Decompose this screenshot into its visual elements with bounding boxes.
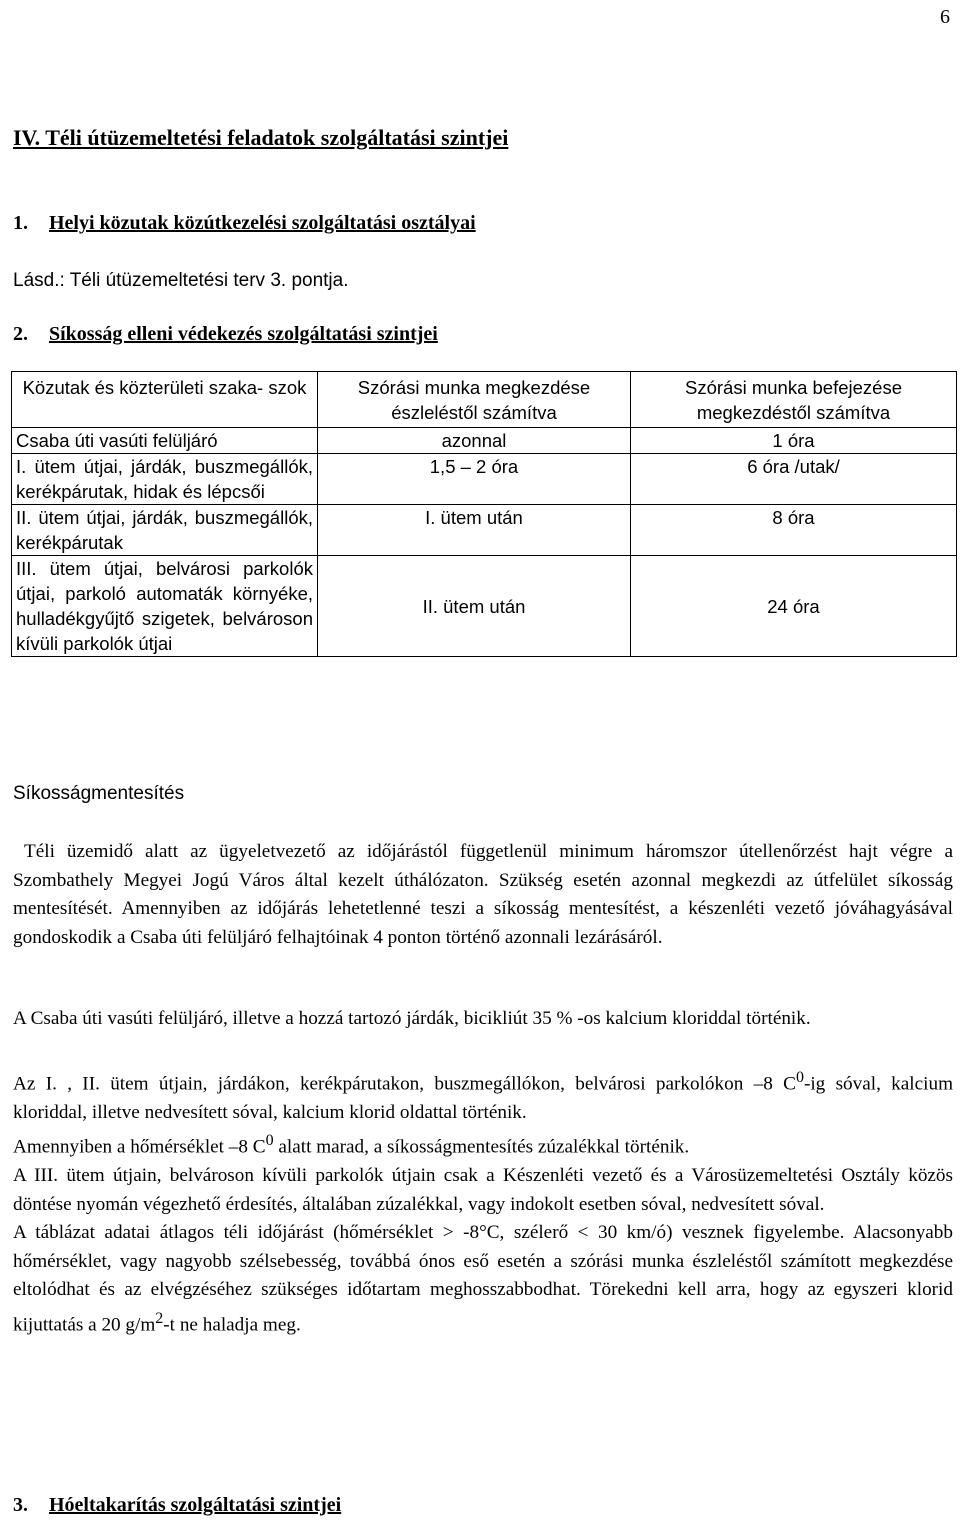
degree-sup-1: 0 (795, 1069, 804, 1086)
treatment-sentence-4a: A táblázat adatai átlagos téli időjárást (hőmérséklet > -8°C, szélerő < 30 km/ó) vesznek figyelembe. Alacsonyabb hőmérséklet, vagy nagyobb szélsebesség, továbbá ónos eső esetén a szórási munka észleléstől számított megkezdése eltolódhat és az elvégzéséhez szükséges időtartam meghosszabbodhat. Törekedni kell arra, hogy az egyszeri klorid kijuttatás a 20 g/m (13, 1222, 953, 1336)
table-row (12, 556, 957, 657)
table-cell: 8 óra (631, 505, 957, 556)
table-cell: azonnal (318, 428, 631, 454)
table-row (12, 454, 957, 505)
table-cell: II. ütem után (318, 556, 631, 657)
subsection-2-title: Síkosság elleni védekezés szolgáltatási szintjei (49, 323, 438, 345)
service-level-table (11, 371, 957, 657)
paragraph-overpass: A Csaba úti vasúti felüljáró, illetve a hozzá tartozó járdák, bicikliút 35 % -os kalcium kloriddal történik. (13, 1008, 811, 1029)
table-cell: 1 óra (631, 428, 957, 454)
table-row (12, 505, 957, 556)
header-cell-start: Szórási munka megkezdése észleléstől számítva (318, 372, 631, 428)
square-sup: 2 (155, 1309, 164, 1327)
paragraph-inspection-text: Téli üzemidő alatt az ügyeletvezető az időjárástól függetlenül minimum háromszor útellenőrzést hajt végre a Szombathely Megyei Jogú Város által kezelt úthálózaton. Szükség esetén azonnal megkezdi az útfelület síkosság mentesítését. Amennyiben az időjárás lehetetlenné teszi a síkosság mentesítést, a készenléti vezető jóváhagyásával gondoskodik a Csaba úti felüljáró felhajtóinak 4 ponton történő azonnali lezárásáról. (13, 841, 953, 948)
table-cell: 24 óra (631, 556, 957, 657)
header-cell-roads: Közutak és közterületi szaka- szok (12, 372, 318, 428)
subsection-1-number: 1. (13, 212, 28, 234)
table-cell: I. ütem útjai, járdák, buszmegállók, kerékpárutak, hidak és lépcsői (12, 454, 318, 505)
reference-note: Lásd.: Téli útüzemeltetési terv 3. pontja. (13, 270, 349, 291)
treatment-sentence-4b: -t ne haladja meg. (163, 1314, 301, 1336)
table-cell: 1,5 – 2 óra (318, 454, 631, 505)
subsection-1-title: Helyi közutak közútkezelési szolgáltatási osztályai (49, 212, 476, 234)
degree-sup-2: 0 (265, 1132, 274, 1150)
page-number: 6 (940, 6, 950, 28)
subsection-2-number: 2. (13, 323, 28, 345)
treatment-sentence-3: A III. ütem útjain, belvároson kívüli parkolók útjain csak a Készenléti vezető és a Városüzemeltetési Osztály közös döntése nyomán végezhető érdesítés, általában zúzalékkal, vagy indokolt esetben sóval, nedvesített sóval. (13, 1165, 953, 1215)
treatment-sentence-2b: alatt marad, a síkosságmentesítés zúzalékkal történik. (273, 1136, 690, 1158)
subsection-3-number: 3. (13, 1494, 28, 1516)
treatment-sentence-1a: Az I. , II. ütem útjain, járdákon, kerékpárutakon, buszmegállókon, belvárosi parkolókon –8 C (13, 1073, 796, 1095)
table-cell: 6 óra /utak/ (631, 454, 957, 505)
table-row (12, 428, 957, 454)
table-header-row (12, 372, 957, 428)
subsection-2-heading (13, 323, 438, 346)
table-cell: Csaba úti vasúti felüljáró (12, 428, 318, 454)
header-cell-finish: Szórási munka befejezése megkezdéstől számítva (631, 372, 957, 428)
table-cell: II. ütem útjai, járdák, buszmegállók, kerékpárutak (12, 505, 318, 556)
paragraph-inspection (13, 838, 953, 952)
subsection-3-title: Hóeltakarítás szolgáltatási szintjei (49, 1494, 342, 1516)
paragraph-treatment (13, 1064, 953, 1340)
treatment-sentence-2a: Amennyiben a hőmérséklet –8 C (13, 1136, 266, 1158)
subsection-3-heading (13, 1494, 341, 1517)
sikossag-label: Síkosságmentesítés (13, 783, 185, 804)
treatment-sentence-1b: -ig sóval, kalcium kloriddal, illetve nedvesített sóval, kalcium klorid oldattal történik. (13, 1073, 953, 1123)
table-cell: I. ütem után (318, 505, 631, 556)
section-heading: IV. Téli útüzemeltetési feladatok szolgáltatási szintjei (13, 125, 509, 150)
subsection-1-heading (13, 212, 476, 235)
table-cell: III. ütem útjai, belvárosi parkolók útjai, parkoló automaták környéke, hulladékgyűjtő szigetek, belvároson kívüli parkolók útjai (12, 556, 318, 657)
